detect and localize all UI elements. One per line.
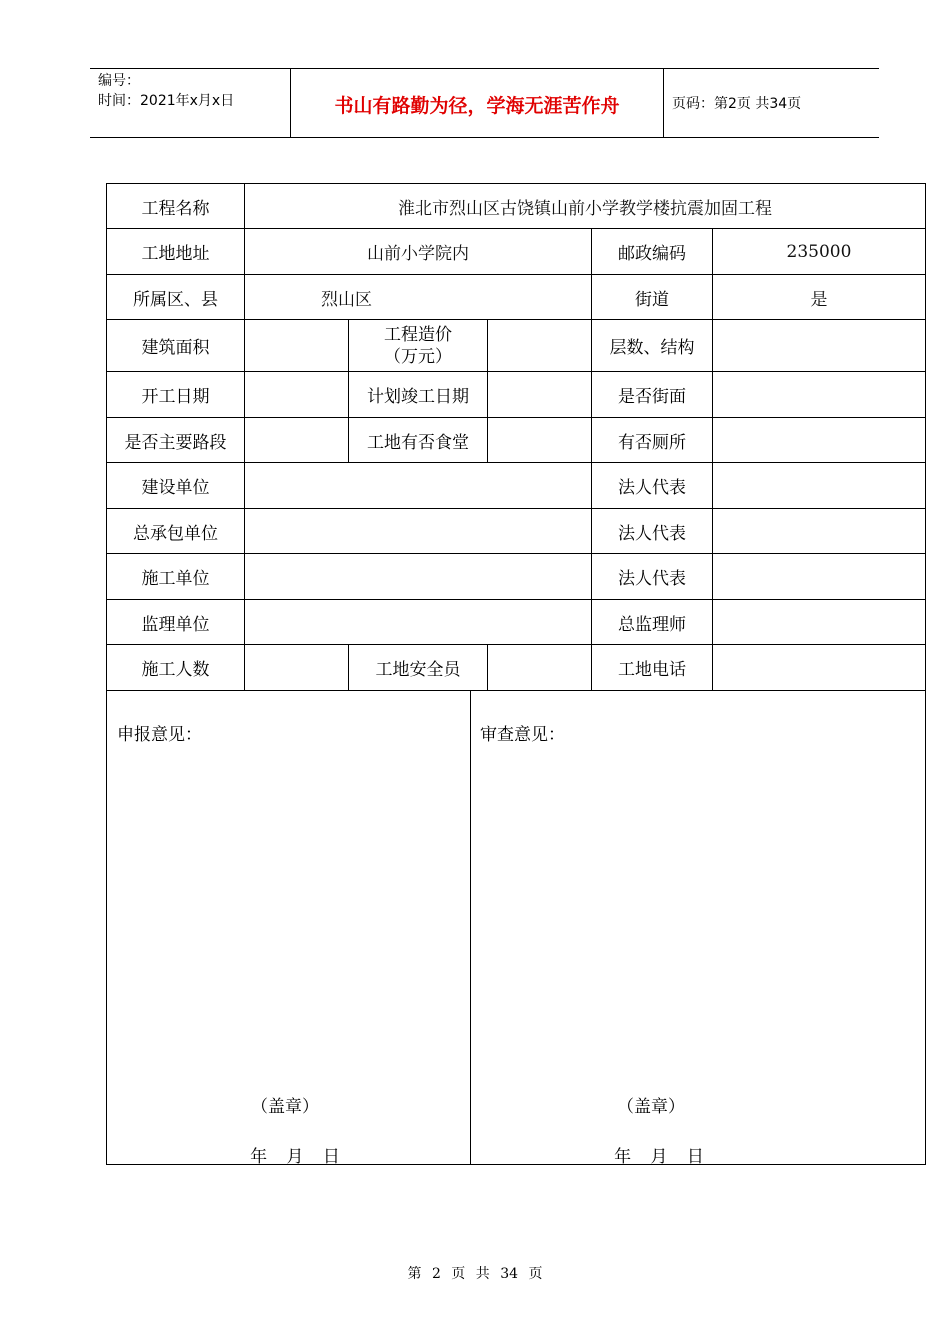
table-row — [107, 418, 926, 463]
project-cost-label — [349, 320, 488, 372]
general-contractor-label: 总承包单位 — [107, 509, 245, 554]
toilet-value[interactable] — [713, 418, 926, 463]
postcode-label: 邮政编码 — [592, 229, 713, 275]
legal-rep-label: 法人代表 — [592, 509, 713, 554]
safety-officer-label: 工地安全员 — [349, 645, 488, 691]
canteen-label: 工地有否食堂 — [349, 418, 488, 463]
table-row — [107, 509, 926, 554]
table-row — [107, 600, 926, 645]
legal-rep-label: 法人代表 — [592, 554, 713, 600]
supervision-unit-value[interactable] — [245, 600, 592, 645]
building-area-value[interactable] — [245, 320, 349, 372]
street-value: 是 — [713, 275, 926, 320]
header-meta — [98, 71, 234, 111]
table-row — [107, 645, 926, 691]
canteen-value[interactable] — [488, 418, 592, 463]
toilet-label: 有否厕所 — [592, 418, 713, 463]
construction-unit-label: 施工单位 — [107, 554, 245, 600]
legal-rep-value[interactable] — [713, 554, 926, 600]
planned-finish-label: 计划竣工日期 — [349, 372, 488, 418]
header-divider — [663, 69, 664, 137]
main-road-value[interactable] — [245, 418, 349, 463]
legal-rep-value[interactable] — [713, 509, 926, 554]
apply-opinion-label: 申报意见： — [117, 725, 202, 745]
builder-label: 建设单位 — [107, 463, 245, 509]
project-name-value: 淮北市烈山区古饶镇山前小学教学楼抗震加固工程 — [245, 184, 926, 229]
apply-date: 年 月 日 — [250, 1147, 340, 1167]
review-seal: （盖章） — [617, 1097, 685, 1117]
table-row — [107, 372, 926, 418]
site-phone-value[interactable] — [713, 645, 926, 691]
document-header — [90, 68, 879, 138]
project-cost-label-line1: 工程造价 — [384, 324, 452, 345]
start-date-label: 开工日期 — [107, 372, 245, 418]
street-label: 街道 — [592, 275, 713, 320]
street-facing-value[interactable] — [713, 372, 926, 418]
review-date: 年 月 日 — [614, 1147, 704, 1167]
postcode-value: 235000 — [713, 229, 926, 275]
opinion-divider — [470, 690, 471, 1164]
supervision-unit-label: 监理单位 — [107, 600, 245, 645]
table-row — [107, 463, 926, 509]
opinion-section — [106, 690, 926, 1165]
planned-finish-value[interactable] — [488, 372, 592, 418]
builder-value[interactable] — [245, 463, 592, 509]
site-address-label: 工地地址 — [107, 229, 245, 275]
district-label: 所属区、县 — [107, 275, 245, 320]
workers-label: 施工人数 — [107, 645, 245, 691]
serial-number-label: 编号： — [98, 73, 140, 89]
header-motto: 书山有路勤为径，学海无涯苦作舟 — [334, 95, 620, 117]
chief-supervisor-label: 总监理师 — [592, 600, 713, 645]
review-opinion-label: 审查意见： — [480, 725, 565, 745]
project-cost-label-line2: （万元） — [384, 346, 452, 367]
project-name-label: 工程名称 — [107, 184, 245, 229]
legal-rep-value[interactable] — [713, 463, 926, 509]
table-row — [107, 554, 926, 600]
project-cost-value[interactable] — [488, 320, 592, 372]
floors-structure-value[interactable] — [713, 320, 926, 372]
workers-value[interactable] — [245, 645, 349, 691]
table-row — [107, 275, 926, 320]
header-page-info: 页码：第2页 共34页 — [672, 96, 802, 112]
safety-officer-value[interactable] — [488, 645, 592, 691]
start-date-value[interactable] — [245, 372, 349, 418]
construction-unit-value[interactable] — [245, 554, 592, 600]
general-contractor-value[interactable] — [245, 509, 592, 554]
site-phone-label: 工地电话 — [592, 645, 713, 691]
table-row — [107, 320, 926, 372]
street-facing-label: 是否街面 — [592, 372, 713, 418]
page-footer: 第 2 页 共 34 页 — [407, 1266, 543, 1282]
time-label: 时间：2021年x月x日 — [98, 93, 235, 109]
district-value: 烈山区 — [245, 275, 592, 320]
table-row — [107, 184, 926, 229]
floors-structure-label: 层数、结构 — [592, 320, 713, 372]
main-road-label: 是否主要路段 — [107, 418, 245, 463]
legal-rep-label: 法人代表 — [592, 463, 713, 509]
site-address-value: 山前小学院内 — [245, 229, 592, 275]
apply-seal: （盖章） — [251, 1097, 319, 1117]
chief-supervisor-value[interactable] — [713, 600, 926, 645]
table-row — [107, 229, 926, 275]
project-registration-form — [106, 183, 926, 691]
building-area-label: 建筑面积 — [107, 320, 245, 372]
